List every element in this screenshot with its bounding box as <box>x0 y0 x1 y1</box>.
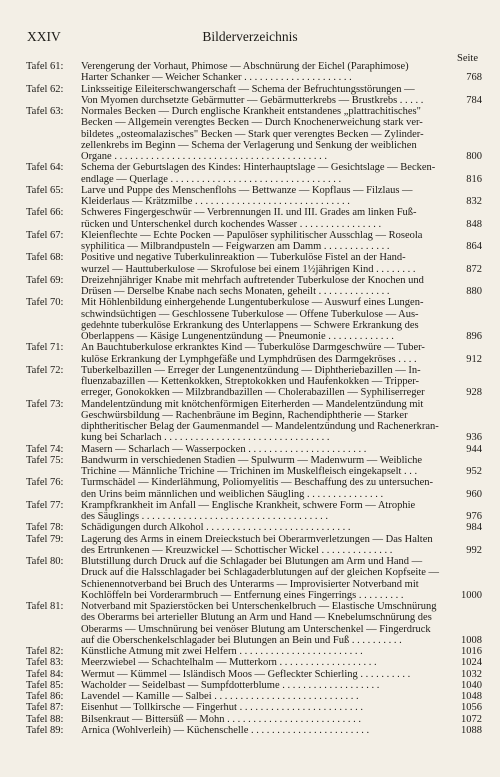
plate-label: Tafel 76: <box>26 477 64 489</box>
plate-description <box>81 556 446 601</box>
plate-page-number: 944 <box>466 443 482 455</box>
description-line: Schema der Geburtslagen des Kindes: Hinterhauptslage — Gesichtslage — Becken- <box>81 162 436 174</box>
plate-description <box>81 714 446 725</box>
plate-label: Tafel 79: <box>26 533 64 545</box>
plate-description <box>81 399 446 444</box>
plate-label: Tafel 69: <box>26 274 64 286</box>
description-line: Bilsenkraut — Bittersüß — Mohn . . . . . . . . . . . . . . . . . . . . . . . . . . <box>81 713 361 725</box>
plate-description <box>81 455 446 478</box>
plate-description <box>81 477 446 500</box>
description-line: Turmschädel — Kinderlähmung, Poliomyelitis — Beschaffung des zu untersuchen- <box>81 477 433 489</box>
page-number: XXIV <box>27 29 61 44</box>
index-entry <box>26 230 482 253</box>
description-line: Mandelentzündung mit knötchenförmigen Eiterherden — Mandelentzündung mit <box>81 398 424 410</box>
description-line: Bandwurm in verschiedenen Stadien — Spulwurm — Madenwurm — Weibliche <box>81 454 423 466</box>
plate-label: Tafel 63: <box>26 106 64 117</box>
plate-label: Tafel 87: <box>26 702 64 714</box>
plate-label: Tafel 81: <box>26 601 64 612</box>
plate-page-number: 872 <box>466 263 482 275</box>
plate-description <box>81 185 446 208</box>
index-entry <box>26 702 482 713</box>
plate-label: Tafel 70: <box>26 297 64 309</box>
index-entry <box>26 297 482 342</box>
description-line: erreger, Gonokokken — Milzbrandbazillen — Cholerabazillen — Syphiliserreger <box>81 387 425 399</box>
description-line: rücken und Unterschenkel durch kochendes Wasser . . . . . . . . . . . . . . . . <box>81 218 382 230</box>
description-line: Linksseitige Eileiterschwangerschaft — Schema der Befruchtungsstörungen — <box>81 83 415 95</box>
description-line: Schädigungen durch Alkohol . . . . . . . . . . . . . . . . . . . . . . . . . . . . <box>81 522 351 534</box>
index-entry <box>26 500 482 523</box>
description-line: Lagerung des Arms in einem Dreieckstuch bei Oberarmverletzungen — Das Halten <box>81 533 433 545</box>
description-line: Masern — Scharlach — Wasserpocken . . . . . . . . . . . . . . . . . . . . . . . <box>81 443 367 455</box>
description-line: kung bei Scharlach . . . . . . . . . . . . . . . . . . . . . . . . . . . . . . . . <box>81 432 330 444</box>
plate-page-number: 960 <box>466 488 482 500</box>
plate-description <box>81 534 446 557</box>
index-entry <box>26 646 482 657</box>
plate-label: Tafel 77: <box>26 499 64 511</box>
plate-description <box>81 162 446 185</box>
plate-label: Tafel 61: <box>26 61 64 72</box>
plate-page-number: 976 <box>466 511 482 522</box>
plate-label: Tafel 66: <box>26 207 64 219</box>
plate-page-number: 936 <box>466 432 482 444</box>
plate-description <box>81 669 446 680</box>
index-entry <box>26 477 482 500</box>
plate-label: Tafel 71: <box>26 342 64 354</box>
description-line: Geschwürsbildung — Rachenbräune im Beginn, Rachendiphtherie — Starker <box>81 409 408 421</box>
page-column-label: Seite <box>457 53 478 64</box>
plate-page-number: 1088 <box>461 724 482 736</box>
plate-page-number: 984 <box>466 522 482 534</box>
description-line: zellenkrebs im Beginn — Schema der Verlagerung und Senkung der weiblichen <box>81 139 417 151</box>
plate-page-number: 768 <box>466 72 482 84</box>
plate-label: Tafel 65: <box>26 184 64 196</box>
plate-description <box>81 680 446 691</box>
description-line: Schienennotverband bei Bruch des Unterarms — Improvisierter Notverband mit <box>81 578 419 590</box>
index-entry <box>26 556 482 601</box>
description-line: Von Myomen durchsetzte Gebärmutter — Gebärmutterkrebs — Brustkrebs . . . . . <box>81 94 424 106</box>
index-entry <box>26 669 482 680</box>
description-line: Wermut — Kümmel — Isländisch Moos — Gefleckter Schierling . . . . . . . . . . <box>81 668 411 680</box>
description-line: syphilitica — Milbrandpusteln — Feigwarzen am Damm . . . . . . . . . . . . . <box>81 241 390 252</box>
description-line: An Bauchtuberkulose erkranktes Kind — Tuberkulöse Darmgeschwüre — Tuber- <box>81 342 425 354</box>
plate-description <box>81 657 446 668</box>
plate-page-number: 1016 <box>461 646 482 657</box>
plate-page-number: 1048 <box>461 691 482 702</box>
plate-page-number: 992 <box>466 544 482 556</box>
description-line: fluenzabazillen — Kettenkokken, Streptokokken und Haufenkokken — Tripper- <box>81 376 420 387</box>
plate-description <box>81 601 446 646</box>
plate-page-number: 1008 <box>461 634 482 646</box>
index-entry <box>26 207 482 230</box>
plate-description <box>81 444 446 455</box>
plate-description <box>81 84 446 107</box>
plate-page-number: 928 <box>466 387 482 399</box>
index-entry <box>26 601 482 646</box>
plate-page-number: 1056 <box>461 702 482 714</box>
plate-description <box>81 522 446 533</box>
plate-page-number: 864 <box>466 241 482 252</box>
plate-page-number: 880 <box>466 286 482 297</box>
description-line: Mit Höhlenbildung einhergehende Lungentuberkulose — Auswurf eines Lungen- <box>81 297 424 309</box>
plate-page-number: 1040 <box>461 679 482 691</box>
plate-page-number: 832 <box>466 196 482 207</box>
plate-description <box>81 275 446 298</box>
description-line: Larve und Puppe des Menschenflohs — Bettwanze — Kopflaus — Filzlaus — <box>81 184 413 196</box>
description-line: diphtheritischer Belag der Gaumenmandel — Mandelentzündung und Rachenerkran- <box>81 421 439 432</box>
plate-page-number: 816 <box>466 173 482 185</box>
index-entry <box>26 657 482 668</box>
plate-page-number: 800 <box>466 151 482 162</box>
description-line: Krampfkrankheit im Anfall — Englische Krankheit, schwere Form — Atrophie <box>81 499 416 511</box>
plate-description <box>81 252 446 275</box>
description-line: Drüsen — Derselbe Knabe nach sechs Monaten, geheilt . . . . . . . . . . . . . . <box>81 286 390 297</box>
description-line: Eisenhut — Tollkirsche — Fingerhut . . . . . . . . . . . . . . . . . . . . . . . . <box>81 702 363 714</box>
plate-description <box>81 106 446 162</box>
plate-description <box>81 230 446 253</box>
description-line: Kleienflechte — Echte Pocken — Papulöser syphilitischer Ausschlag — Roseola <box>81 229 423 241</box>
plate-page-number: 952 <box>466 466 482 477</box>
plate-description <box>81 691 446 702</box>
description-line: den Urins beim männlichen und weiblichen Säugling . . . . . . . . . . . . . . . <box>81 488 384 500</box>
description-line: Organe . . . . . . . . . . . . . . . . . . . . . . . . . . . . . . . . . . . . . . . . . <box>81 151 327 162</box>
index-entry <box>26 252 482 275</box>
description-line: Oberlappens — Käsige Lungenentzündung — Pneumonie . . . . . . . . . . . . . <box>81 331 394 342</box>
index-list <box>26 61 482 736</box>
index-entry <box>26 84 482 107</box>
index-entry <box>26 714 482 725</box>
plate-label: Tafel 80: <box>26 556 64 567</box>
plate-description <box>81 61 446 84</box>
index-entry <box>26 342 482 365</box>
description-line: Kochlöffeln bei Vorderarmbruch — Entfernung eines Fingerrings . . . . . . . . . <box>81 589 404 601</box>
plate-description <box>81 500 446 523</box>
description-line: Lavendel — Kamille — Salbei . . . . . . . . . . . . . . . . . . . . . . . . . . . . <box>81 691 359 702</box>
description-line: Blutstillung durch Druck auf die Schlagader bei Blutungen am Arm und Hand — <box>81 556 423 567</box>
plate-page-number: 848 <box>466 218 482 230</box>
description-line: Tuberkelbazillen — Erreger der Lungenentzündung — Diphtheriebazillen — In- <box>81 364 421 376</box>
description-line: bildetes „osteomalazisches" Becken — Stark quer verengtes Becken — Zylinder- <box>81 128 424 140</box>
plate-description <box>81 297 446 342</box>
plate-description <box>81 207 446 230</box>
description-line: wurzel — Hauttuberkulose — Skrofulose bei einem 1½jährigen Kind . . . . . . . . <box>81 263 416 275</box>
description-line: Kleiderlaus — Krätzmilbe . . . . . . . . . . . . . . . . . . . . . . . . . . . . . . <box>81 196 350 207</box>
description-line: Meerzwiebel — Schachtelhalm — Mutterkorn . . . . . . . . . . . . . . . . . . . <box>81 657 377 669</box>
description-line: Positive und negative Tuberkulinreaktion — Tuberkulöse Fistel an der Hand- <box>81 252 406 264</box>
plate-description <box>81 725 446 736</box>
plate-label: Tafel 68: <box>26 252 64 264</box>
description-line: Dreizehnjähriger Knabe mit mehrfach auftretender Tuberkulose der Knochen und <box>81 274 424 286</box>
plate-label: Tafel 89: <box>26 724 64 736</box>
index-entry <box>26 275 482 298</box>
description-line: des Säuglings . . . . . . . . . . . . . . . . . . . . . . . . . . . . . . . . . . . . <box>81 511 329 522</box>
index-entry <box>26 185 482 208</box>
plate-description <box>81 702 446 713</box>
index-entry <box>26 162 482 185</box>
index-entry <box>26 365 482 399</box>
description-line: kulöse Erkrankung der Lymphgefäße und Lymphdrüsen des Darmgekröses . . . . <box>81 353 417 365</box>
index-entry <box>26 522 482 533</box>
plate-label: Tafel 64: <box>26 162 64 174</box>
description-line: Becken — Allgemein verengtes Becken — Durch Knochenerweichung stark ver- <box>81 117 423 129</box>
index-entry <box>26 399 482 444</box>
index-entry <box>26 691 482 702</box>
plate-page-number: 1024 <box>461 657 482 669</box>
index-entry <box>26 444 482 455</box>
plate-label: Tafel 62: <box>26 83 64 95</box>
plate-description <box>81 342 446 365</box>
index-entry <box>26 106 482 162</box>
plate-label: Tafel 73: <box>26 398 64 410</box>
plate-label: Tafel 86: <box>26 691 64 702</box>
index-entry <box>26 534 482 557</box>
plate-page-number: 1032 <box>461 668 482 680</box>
plate-label: Tafel 83: <box>26 657 64 669</box>
index-entry <box>26 680 482 691</box>
plate-page-number: 784 <box>466 94 482 106</box>
plate-label: Tafel 75: <box>26 454 64 466</box>
plate-page-number: 1072 <box>461 713 482 725</box>
page-title: Bilderverzeichnis <box>202 29 298 44</box>
plate-page-number: 1000 <box>461 589 482 601</box>
description-line: Normales Becken — Durch englische Krankheit entstandenes „plattrachitisches" <box>81 106 421 117</box>
description-line: Künstliche Atmung mit zwei Helfern . . . . . . . . . . . . . . . . . . . . . . . . <box>81 646 363 657</box>
description-line: Harter Schanker — Weicher Schanker . . . . . . . . . . . . . . . . . . . . . <box>81 72 352 84</box>
description-line: Trichine — Männliche Trichine — Trichinen im Muskelfleisch eingekapselt . . . <box>81 466 418 477</box>
plate-label: Tafel 82: <box>26 646 64 657</box>
plate-page-number: 912 <box>466 353 482 365</box>
description-line: endlage — Querlage . . . . . . . . . . . . . . . . . . . . . . . . . . . . . . . . . <box>81 173 342 185</box>
description-line: Oberarms — Umschnürung bei venöser Blutung am Unterschenkel — Fingerdruck <box>81 623 431 635</box>
description-line: Arnica (Wohlverleih) — Küchenschelle . . . . . . . . . . . . . . . . . . . . . . . <box>81 724 370 736</box>
description-line: Verengerung der Vorhaut, Phimose — Abschnürung der Eichel (Paraphimose) <box>81 61 409 72</box>
plate-description <box>81 365 446 399</box>
description-line: auf die Oberschenkelschlagader bei Blutungen an Bein und Fuß . . . . . . . . . . <box>81 634 402 646</box>
description-line: des Oberarms bei arterieller Blutung an Arm und Hand — Knebelumschnürung des <box>81 612 432 624</box>
description-line: schwindsüchtigen — Geschlossene Tuberkulose — Offene Tuberkulose — Aus- <box>81 308 419 320</box>
plate-label: Tafel 74: <box>26 443 64 455</box>
plate-label: Tafel 85: <box>26 679 64 691</box>
index-entry <box>26 455 482 478</box>
plate-page-number: 896 <box>466 331 482 342</box>
index-entry <box>26 725 482 736</box>
description-line: Druck auf die Halsschlagader bei Schlagaderblutungen auf der gleichen Kopfseite — <box>81 567 440 579</box>
plate-label: Tafel 84: <box>26 668 64 680</box>
description-line: Schweres Fingergeschwür — Verbrennungen II. und III. Grades am linken Fuß- <box>81 207 417 219</box>
plate-label: Tafel 67: <box>26 229 64 241</box>
plate-label: Tafel 78: <box>26 522 64 534</box>
page-header <box>0 29 500 45</box>
description-line: des Ertrunkenen — Kreuzwickel — Schottischer Wickel . . . . . . . . . . . . . . <box>81 544 393 556</box>
index-entry <box>26 61 482 84</box>
plate-label: Tafel 72: <box>26 364 64 376</box>
description-line: gedehnte tuberkulöse Erkrankung des Unterlappens — Schwere Erkrankung des <box>81 319 419 331</box>
description-line: Wacholder — Seidelbast — Sumpfdotterblume . . . . . . . . . . . . . . . . . . . <box>81 679 380 691</box>
plate-label: Tafel 88: <box>26 713 64 725</box>
plate-description <box>81 646 446 657</box>
description-line: Notverband mit Spazierstöcken bei Unterschenkelbruch — Elastische Umschnürung <box>81 601 437 612</box>
